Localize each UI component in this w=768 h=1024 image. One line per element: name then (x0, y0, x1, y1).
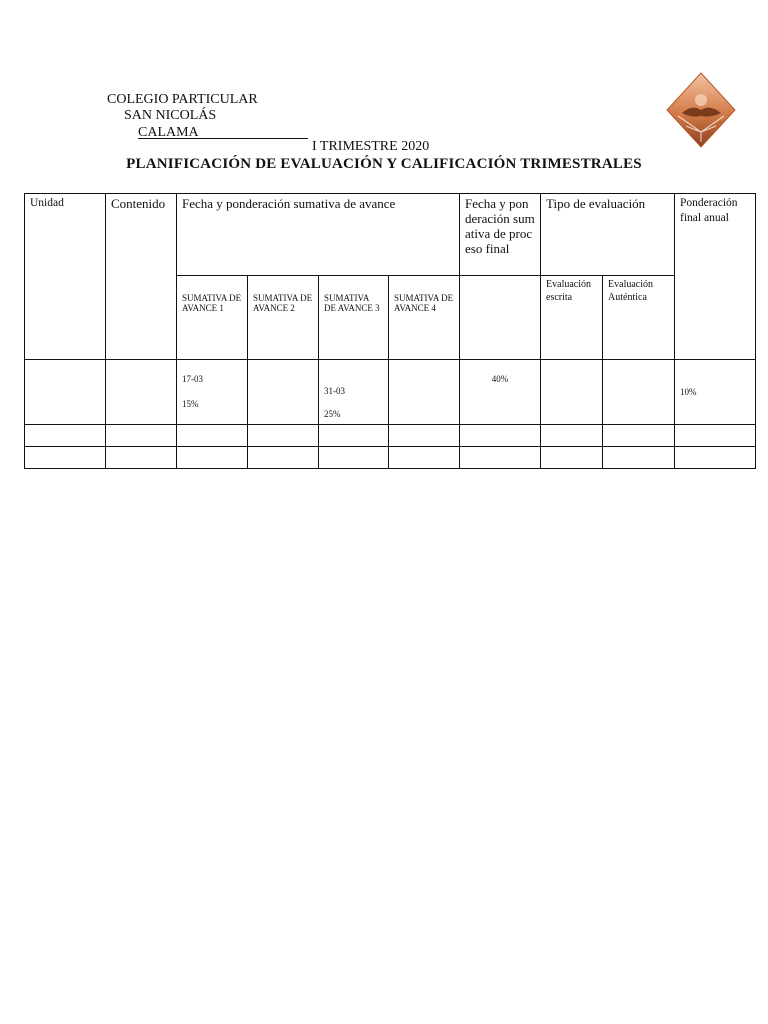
proceso-final-percent: 40% (460, 360, 541, 425)
trimester-label: I TRIMESTRE 2020 (312, 139, 430, 154)
header-underline (138, 138, 308, 139)
subheader-avance-4: SUMATIVA DE AVANCE 4 (389, 276, 460, 360)
subheader-proceso-empty (460, 276, 541, 360)
avance-3-cell (319, 360, 389, 425)
table-row (25, 360, 756, 425)
avance-1-cell (177, 360, 248, 425)
header-unidad: Unidad (25, 194, 106, 360)
ponderacion-final-percent: 10% (675, 360, 756, 425)
header-tipo-evaluacion: Tipo de evaluación (541, 194, 675, 276)
header-contenido: Contenido (106, 194, 177, 360)
evaluation-plan-table (24, 193, 756, 469)
subheader-avance-1: SUMATIVA DE AVANCE 1 (177, 276, 248, 360)
avance-3-percent: 25% (324, 409, 341, 419)
subheader-avance-3: SUMATIVA DE AVANCE 3 (319, 276, 389, 360)
avance-1-percent: 15% (182, 399, 199, 409)
avance-1-date: 17-03 (182, 374, 203, 384)
school-name-line2: SAN NICOLÁS (124, 108, 217, 123)
school-name-line1: COLEGIO PARTICULAR (107, 92, 258, 107)
header-fecha-proceso: Fecha y ponderación sumativa de proceso final (460, 194, 541, 276)
header-ponderacion-final: Ponderación final anual (675, 194, 756, 360)
school-crest-icon (666, 72, 736, 148)
avance-3-date: 31-03 (324, 386, 345, 396)
header-fecha-avance: Fecha y ponderación sumativa de avance (177, 194, 460, 276)
subheader-avance-2: SUMATIVA DE AVANCE 2 (248, 276, 319, 360)
table-header-row (25, 194, 756, 276)
document-title: PLANIFICACIÓN DE EVALUACIÓN Y CALIFICACIÓN TRIMESTRALES (126, 156, 642, 172)
subheader-evaluacion-escrita: Evaluación escrita (541, 276, 603, 360)
table-row (25, 447, 756, 469)
school-city: CALAMA (138, 125, 199, 140)
subheader-evaluacion-autentica: Evaluación Auténtica (603, 276, 675, 360)
table-row (25, 425, 756, 447)
